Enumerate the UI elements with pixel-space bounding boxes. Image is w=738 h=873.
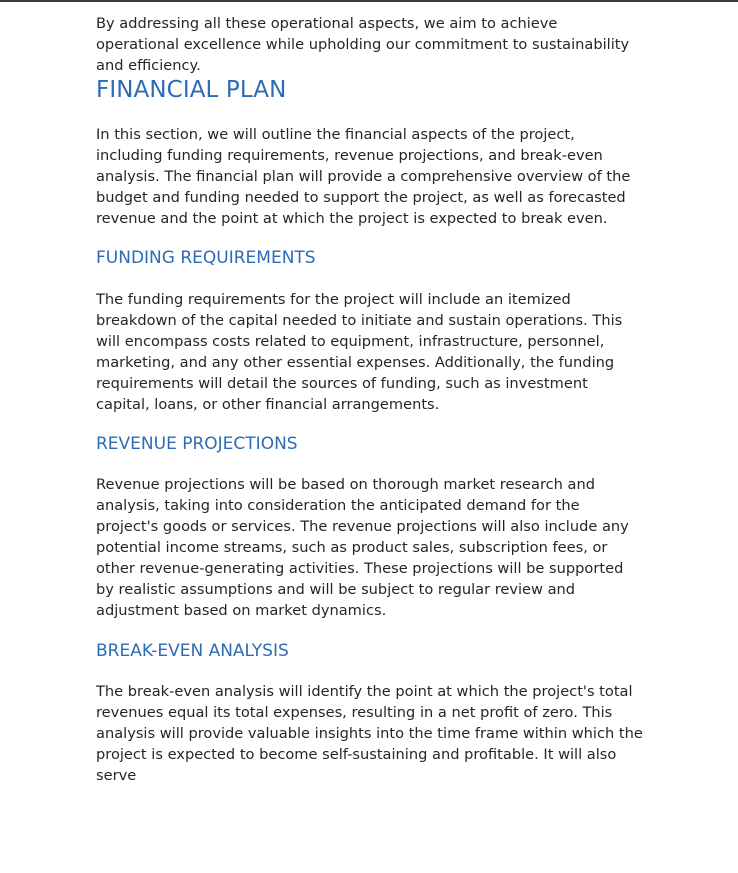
intro-paragraph: By addressing all these operational aspects, we aim to achieve operational excellence while upholding our commitment to sustainability and efficiency. <box>96 15 630 74</box>
funding-requirements-heading: FUNDING REQUIREMENTS <box>96 248 316 268</box>
break-even-analysis-heading: BREAK-EVEN ANALYSIS <box>96 641 289 661</box>
top-border <box>0 0 738 2</box>
break-even-analysis-paragraph: The break-even analysis will identify the point at which the project's total revenues equal its total expenses, resulting in a net profit of zero. This analysis will provide valuable insights into the time frame within which the project is expected to become self-sustaining and profitable. It will also serve <box>96 683 643 784</box>
revenue-projections-paragraph: Revenue projections will be based on thorough market research and analysis, taking into consideration the anticipated demand for the project's goods or services. The revenue projections will also include any potential income streams, such as product sales, subscription fees, or other revenue-generating activities. These projections will be supported by realistic assumptions and will be subject to regular review and adjustment based on market dynamics. <box>96 476 629 619</box>
revenue-projections-heading: REVENUE PROJECTIONS <box>96 434 298 454</box>
financial-plan-heading: FINANCIAL PLAN <box>96 77 287 103</box>
financial-plan-paragraph: In this section, we will outline the financial aspects of the project, including funding requirements, revenue projections, and break-even analysis. The financial plan will provide a comprehensive overview of the budget and funding needed to support the project, as well as forecasted revenue and the point at which the project is expected to break even. <box>96 126 631 227</box>
funding-requirements-paragraph: The funding requirements for the project will include an itemized breakdown of the capital needed to initiate and sustain operations. This will encompass costs related to equipment, infrastructure, personnel, marketing, and any other essential expenses. Additionally, the funding requirements will detail the sources of funding, such as investment capital, loans, or other financial arrangements. <box>96 291 623 413</box>
